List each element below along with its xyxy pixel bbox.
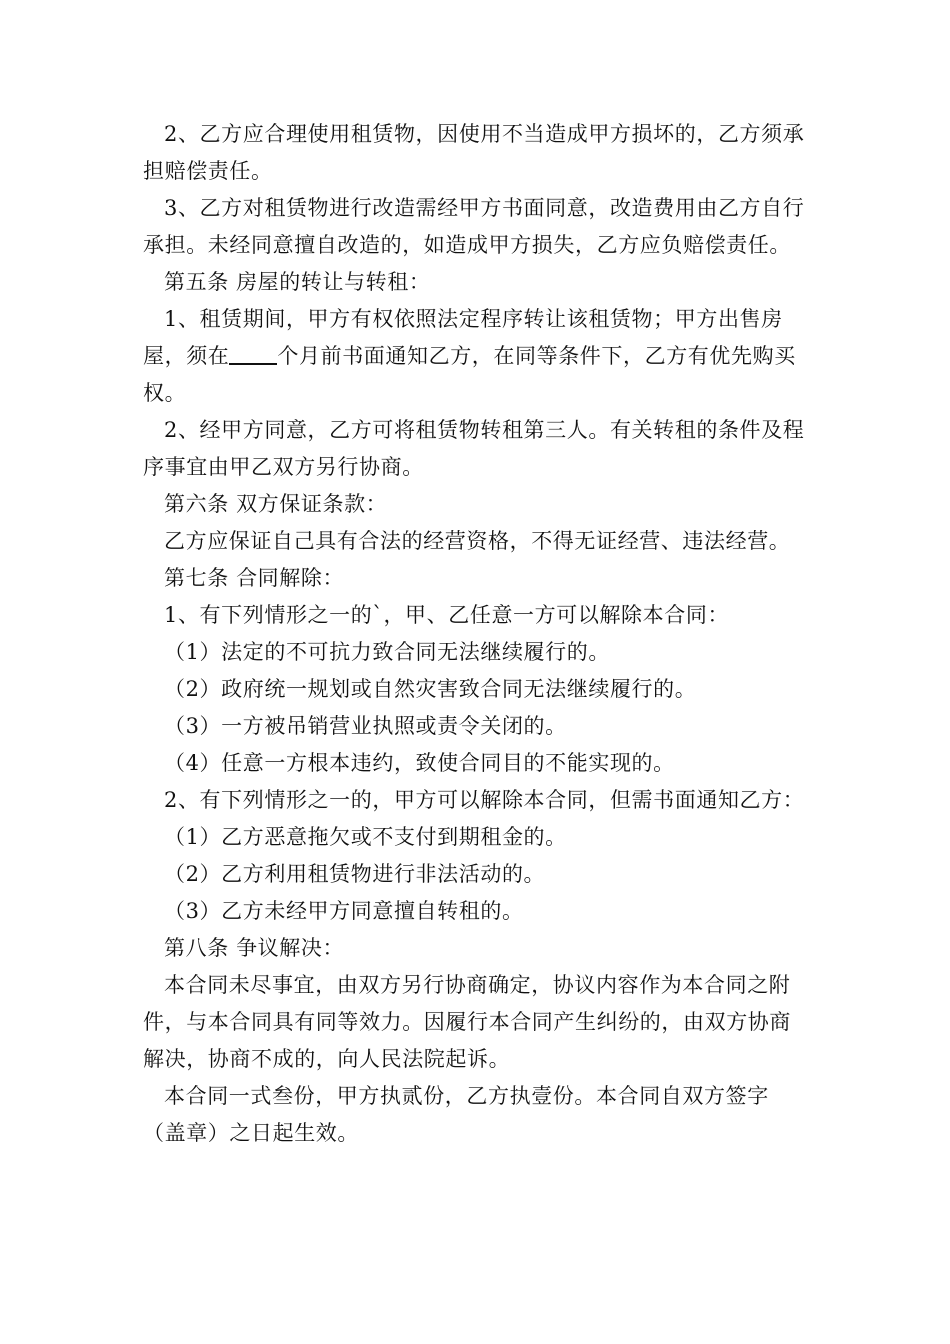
clause-4-item-2: 2、乙方应合理使用租赁物，因使用不当造成甲方损坏的，乙方须承担赔偿责任。 [143, 122, 805, 183]
clause-5-item-1 [143, 301, 807, 412]
clause-4-item-3: 3、乙方对租赁物进行改造需经甲方书面同意，改造费用由乙方自行承担。未经同意擅自改造的，如造成甲方损失，乙方应负赔偿责任。 [143, 196, 805, 257]
clause-7-1-sub-1: （1）法定的不可抗力致合同无法继续履行的。 [164, 640, 610, 664]
clause-7-1-sub-2: （2）政府统一规划或自然灾害致合同无法继续履行的。 [164, 677, 697, 701]
clause-7-item-2: 2、有下列情形之一的，甲方可以解除本合同，但需书面通知乙方： [164, 788, 805, 812]
clause-5-item-1-part-a: 1、租赁期间，甲方有权依照法定程序转让该租赁物；甲方出售房屋，须在 [143, 307, 783, 368]
clause-7-1-sub-4: （4）任意一方根本违约，致使合同目的不能实现的。 [164, 751, 675, 775]
clause-6-text: 乙方应保证自己具有合法的经营资格，不得无证经营、违法经营。 [164, 529, 791, 553]
article-5-heading: 第五条 房屋的转让与转租： [164, 270, 431, 294]
article-7-heading: 第七条 合同解除： [164, 566, 345, 590]
clause-7-2-sub-3: （3）乙方未经甲方同意擅自转租的。 [164, 899, 524, 923]
closing-paragraph: 本合同一式叁份，甲方执贰份，乙方执壹份。本合同自双方签字（盖章）之日起生效。 [143, 1084, 769, 1145]
clause-5-item-2: 2、经甲方同意，乙方可将租赁物转租第三人。有关转租的条件及程序事宜由甲乙双方另行协商。 [143, 418, 805, 479]
blank-months-line [229, 343, 277, 365]
clause-7-item-1: 1、有下列情形之一的`，甲、乙任意一方可以解除本合同： [164, 603, 730, 627]
article-6-heading: 第六条 双方保证条款： [164, 492, 388, 516]
clause-5-item-1-part-b: 个月前书面通知乙方，在同等条件下，乙方有优先购买权。 [143, 344, 796, 405]
article-8-heading: 第八条 争议解决： [164, 936, 345, 960]
clause-7-2-sub-2: （2）乙方利用租赁物进行非法活动的。 [164, 862, 546, 886]
clause-8-text: 本合同未尽事宜，由双方另行协商确定，协议内容作为本合同之附件，与本合同具有同等效力。因履行本合同产生纠纷的，由双方协商解决，协商不成的，向人民法院起诉。 [143, 973, 791, 1071]
clause-7-2-sub-1: （1）乙方恶意拖欠或不支付到期租金的。 [164, 825, 567, 849]
clause-7-1-sub-3: （3）一方被吊销营业执照或责令关闭的。 [164, 714, 567, 738]
